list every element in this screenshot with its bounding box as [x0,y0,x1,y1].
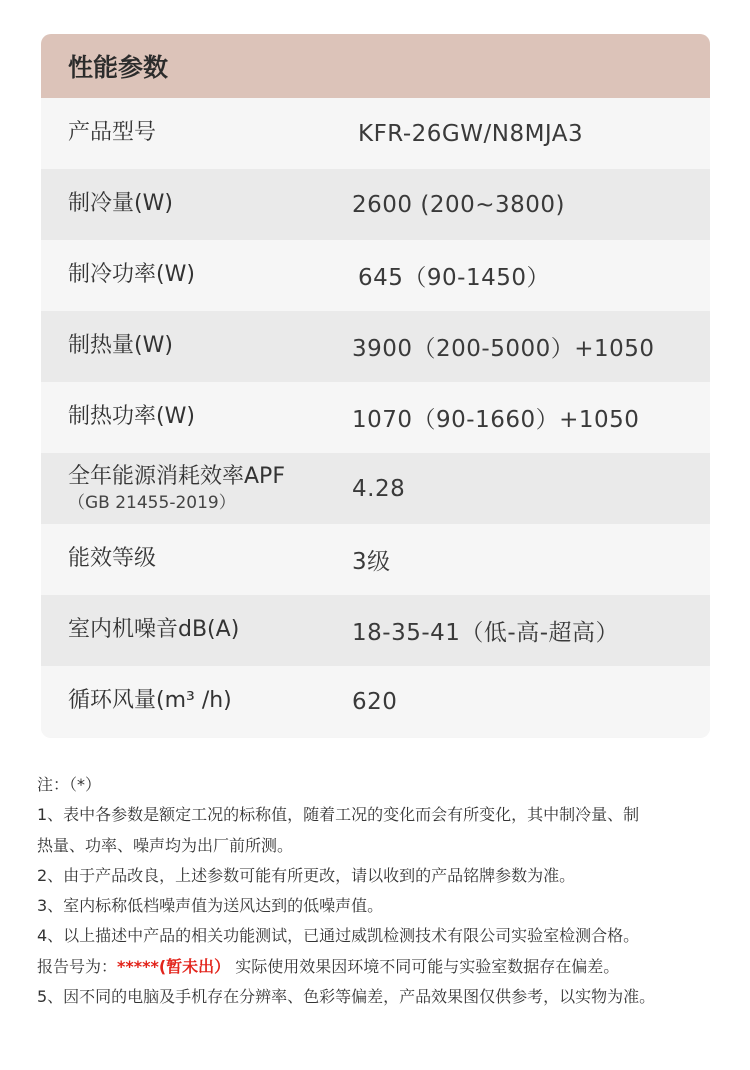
spec-table-title: 性能参数 [41,34,710,98]
spec-row-heating-power [41,382,710,453]
spec-value: 1070（90-1660）+1050 [352,407,640,433]
notes-heading: 注：（*） [37,775,102,794]
report-number: *****(暂未出） [117,956,231,976]
spec-row-indoor-noise [41,595,710,666]
note-line: 2、由于产品改良，上述参数可能有所更改，请以收到的产品铭牌参数为准。 [37,865,576,885]
report-prefix: 报告号为： [37,956,118,976]
spec-table [41,34,710,738]
spec-row-energy-grade [41,524,710,595]
spec-row-airflow [41,666,710,737]
spec-value: 645（90-1450） [358,265,550,291]
spec-value: KFR-26GW/N8MJA3 [358,120,584,147]
note-line: 3、室内标称低档噪声值为送风达到的低噪声值。 [37,896,384,916]
spec-label: 制冷量(W) [68,191,173,217]
notes-section [37,770,727,1012]
spec-row-cooling-power [41,240,710,311]
spec-value: 3900（200-5000）+1050 [352,336,655,362]
spec-row-cooling-capacity [41,169,710,240]
spec-row-model [41,98,710,169]
report-number-line [37,952,727,982]
spec-label: 循环风量(m³ /h) [68,688,232,714]
note-line: 热量、功率、噪声均为出厂前所测。 [37,835,294,855]
spec-value: 2600 (200~3800) [352,191,565,218]
spec-label-standard: （GB 21455-2019） [68,493,236,513]
spec-row-apf [41,453,710,524]
note-line: 5、因不同的电脑及手机存在分辨率、色彩等偏差，产品效果图仅供参考，以实物为准。 [37,987,656,1007]
spec-label: 产品型号 [68,120,157,146]
spec-value: 18-35-41（低-高-超高） [352,620,619,646]
spec-label: 室内机噪音dB(A) [68,617,240,643]
spec-label-main: 全年能源消耗效率APF [68,463,285,489]
spec-label: 制冷功率(W) [68,262,195,288]
spec-label: 制热量(W) [68,333,173,359]
spec-label [41,464,326,514]
spec-value: 620 [352,688,398,715]
spec-row-heating-capacity [41,311,710,382]
note-line: 4、以上描述中产品的相关功能测试，已通过威凯检测技术有限公司实验室检测合格。 [37,926,640,946]
spec-label: 能效等级 [68,546,157,572]
report-suffix: 实际使用效果因环境不同可能与实验室数据存在偏差。 [235,956,620,976]
spec-value: 4.28 [352,475,406,502]
spec-value: 3级 [352,549,391,575]
note-line: 1、表中各参数是额定工况的标称值，随着工况的变化而会有所变化，其中制冷量、制 [37,805,640,825]
spec-label: 制热功率(W) [68,404,195,430]
